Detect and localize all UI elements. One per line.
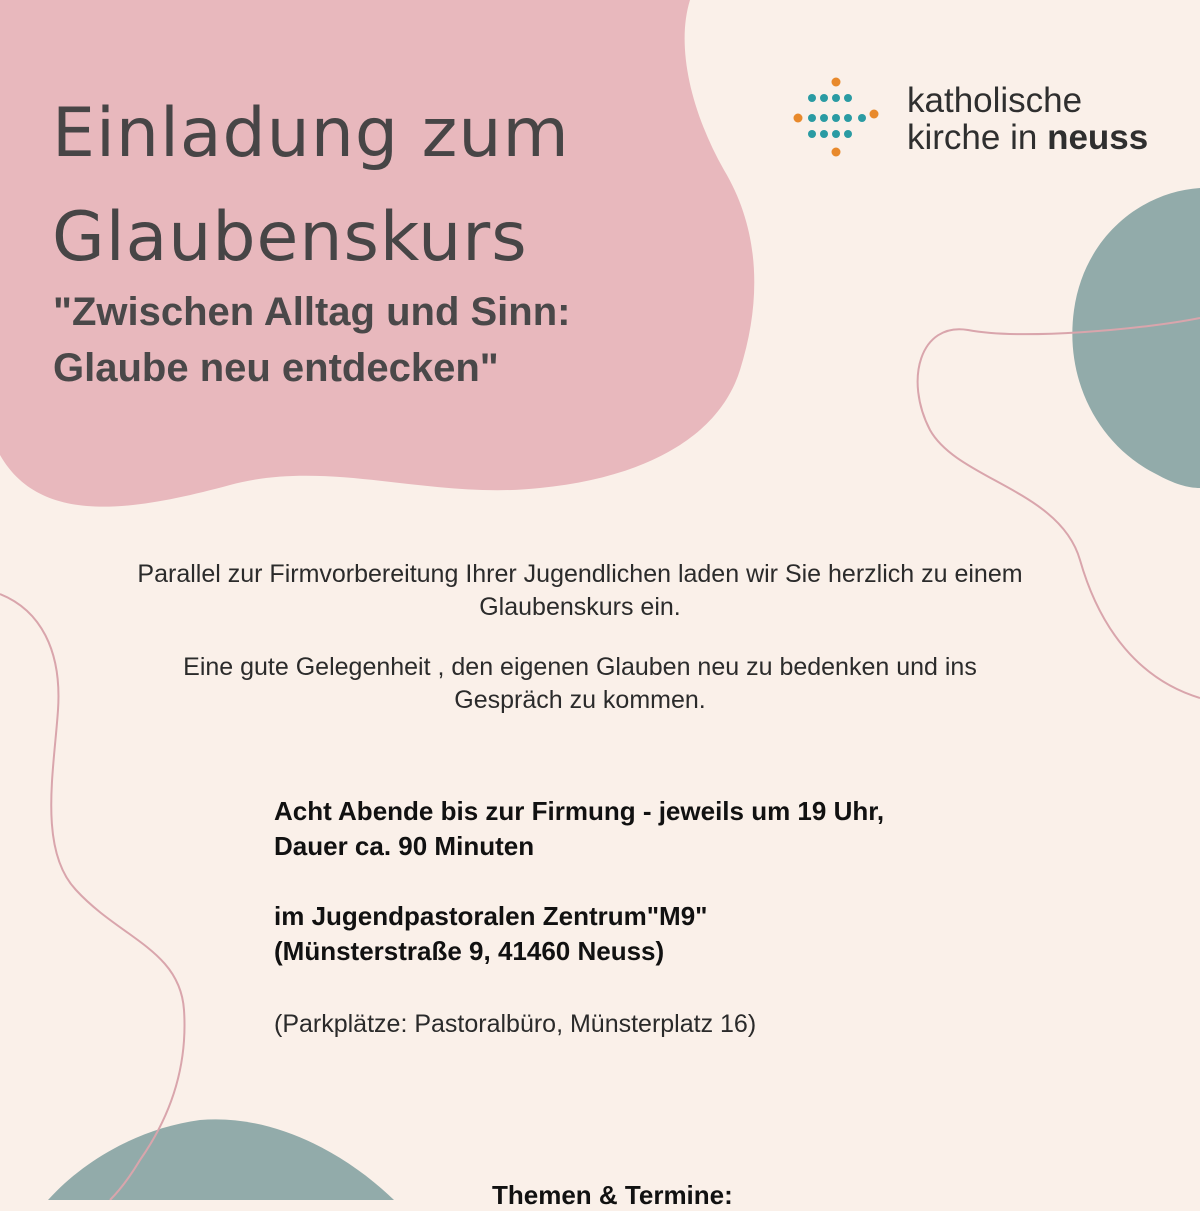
page-subtitle — [53, 284, 570, 396]
intro-p1-line-2: Glaubenskurs ein. — [479, 593, 681, 621]
logo-dot — [844, 130, 852, 138]
logo-dot — [808, 130, 816, 138]
event-details — [274, 794, 1154, 1042]
title-line-2: Glaubenskurs — [52, 198, 528, 277]
subtitle-line-2: Glaube neu entdecken" — [53, 346, 499, 390]
title-line-1: Einladung zum — [52, 94, 570, 173]
intro-p1-line-1: Parallel zur Firmvorbereitung Ihrer Jugendlichen laden wir Sie herzlich zu einem — [137, 560, 1023, 588]
logo-dot — [832, 114, 840, 122]
page-title — [52, 82, 570, 290]
logo-line-2-regular: kirche in — [907, 118, 1048, 157]
intro-paragraph-1 — [60, 558, 1100, 624]
logo-dot — [832, 78, 841, 87]
themes-heading: Themen & Termine: — [492, 1180, 733, 1210]
intro-p2-line-2: Gespräch zu kommen. — [454, 686, 706, 714]
logo-wordmark — [907, 82, 1148, 156]
schedule-line-1: Acht Abende bis zur Firmung - jeweils um 19 Uhr, — [274, 796, 885, 826]
logo-dot — [808, 114, 816, 122]
location-line-2: (Münsterstraße 9, 41460 Neuss) — [274, 936, 665, 966]
logo-line-2-bold: neuss — [1047, 118, 1149, 157]
logo-dot — [844, 94, 852, 102]
logo-dot — [820, 114, 828, 122]
location-line-1: im Jugendpastoralen Zentrum"M9" — [274, 901, 708, 931]
logo-dot — [844, 114, 852, 122]
logo-dot — [858, 114, 866, 122]
intro-paragraph-2 — [60, 651, 1100, 717]
parking-info: (Parkplätze: Pastoralbüro, Münsterplatz 16) — [274, 1010, 757, 1038]
logo-line-2 — [907, 119, 1148, 156]
schedule-line-2: Dauer ca. 90 Minuten — [274, 831, 535, 861]
logo-dot — [832, 94, 840, 102]
subtitle-line-1: "Zwischen Alltag und Sinn: — [53, 290, 571, 334]
logo-dot — [808, 94, 816, 102]
logo-dot — [820, 130, 828, 138]
logo-dot-grid-icon — [792, 76, 882, 166]
church-logo — [792, 76, 1192, 166]
logo-dot — [820, 94, 828, 102]
logo-dot — [794, 114, 803, 123]
logo-line-1: katholische — [907, 81, 1083, 120]
teal-blob-bottom — [48, 1119, 394, 1200]
intro-p2-line-1: Eine gute Gelegenheit , den eigenen Glauben neu zu bedenken und ins — [183, 653, 977, 681]
logo-dot — [870, 110, 879, 119]
logo-dot — [832, 130, 840, 138]
logo-dot — [832, 148, 841, 157]
teal-blob-right — [1072, 188, 1200, 488]
